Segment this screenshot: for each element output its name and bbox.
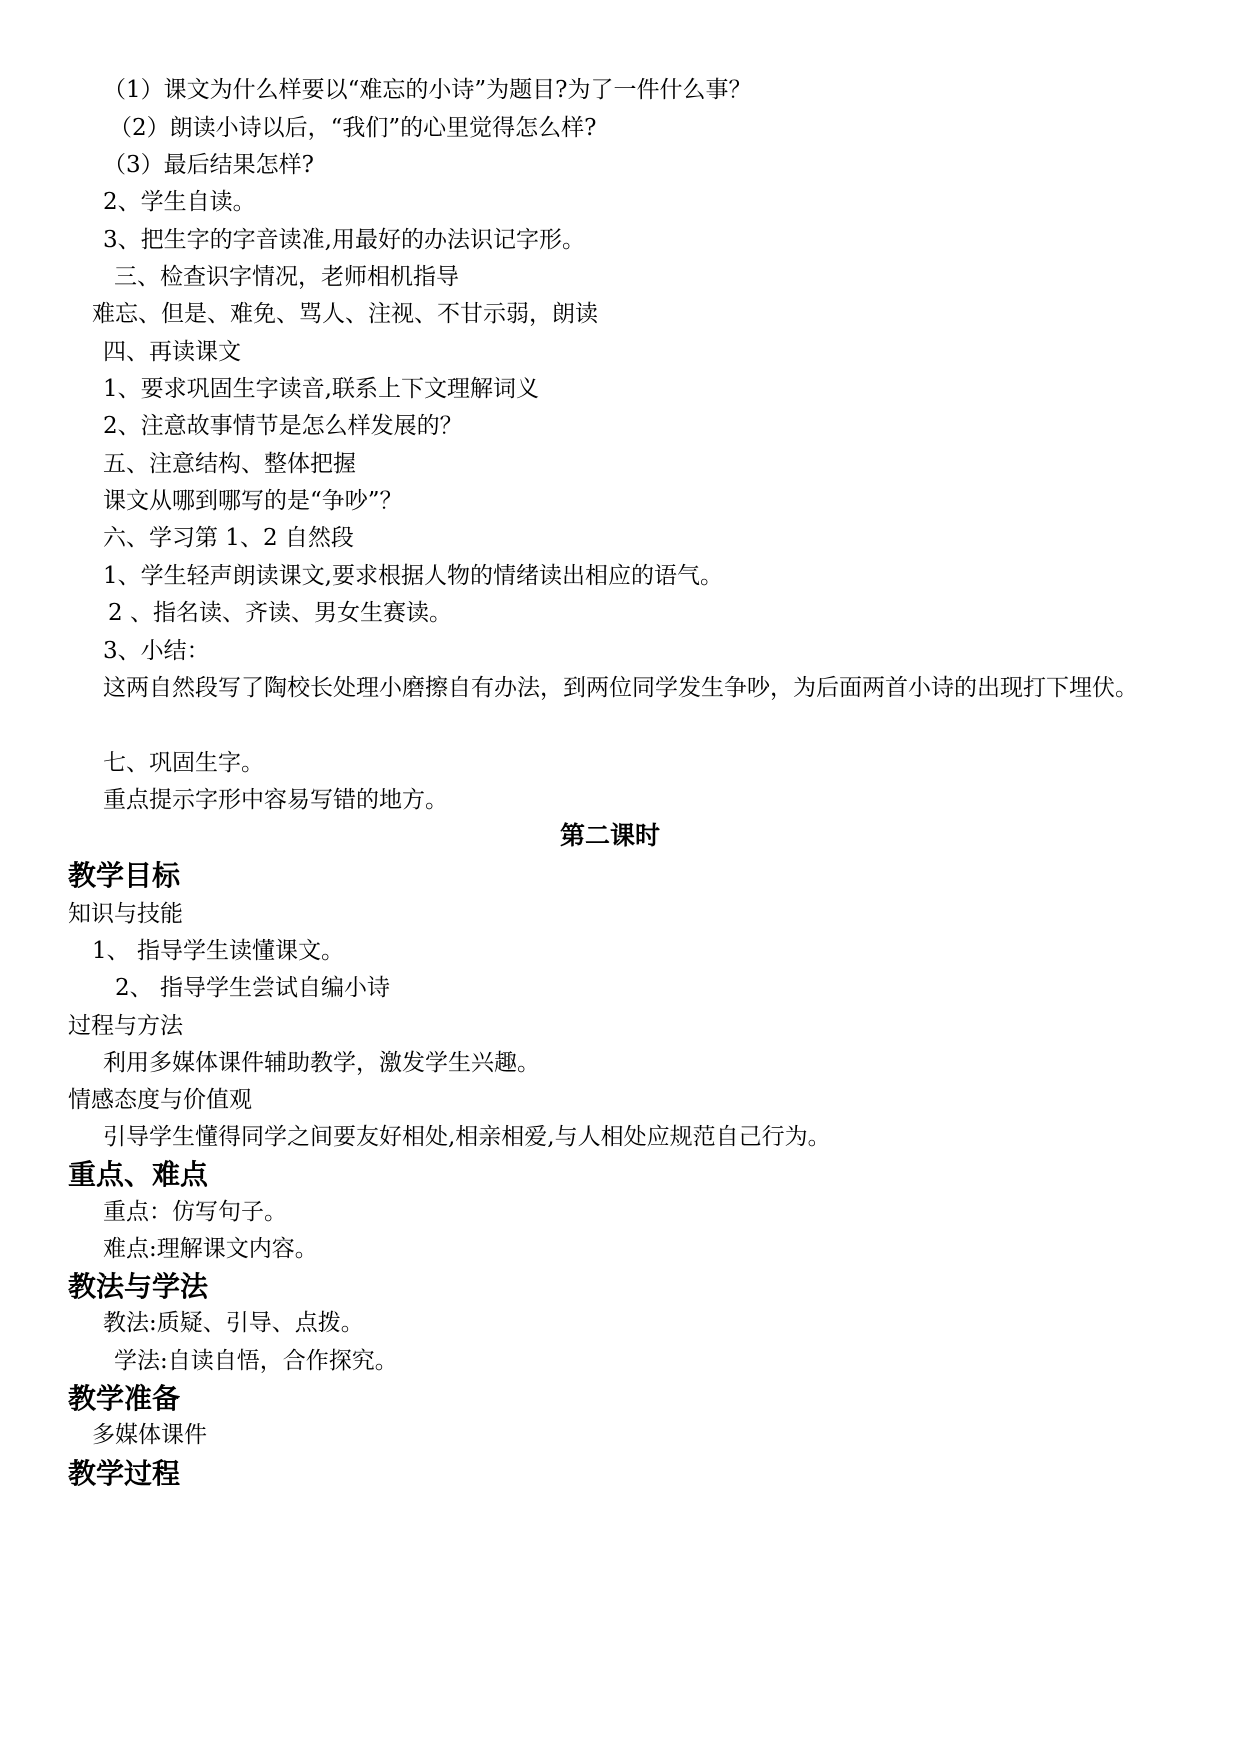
methods-heading: 教法与学法 [68, 1270, 209, 1303]
emotion-text: 引导学生懂得同学之间要友好相处,相亲相爱,与人相处应规范自己行为。 [103, 1124, 831, 1150]
emotion-label: 情感态度与价值观 [68, 1087, 252, 1113]
teach-method: 教法:质疑、引导、点拨。 [103, 1310, 364, 1336]
section-5-heading: 五、注意结构、整体把握 [103, 451, 356, 477]
process-heading: 教学过程 [68, 1457, 181, 1490]
summary-paragraph: 这两自然段写了陶校长处理小磨擦自有办法，到两位同学发生争吵，为后面两首小诗的出现打下埋伏。 [103, 675, 1138, 701]
step-3: 3、把生字的字音读准,用最好的办法识记字形。 [103, 227, 585, 253]
reread-item-1: 1、要求巩固生字读音,联系上下文理解词义 [103, 376, 539, 402]
reread-item-2: 2、注意故事情节是怎么样发展的？ [103, 413, 463, 439]
goals-heading: 教学目标 [68, 859, 181, 892]
process-label: 过程与方法 [68, 1013, 183, 1039]
quarrel-question: 课文从哪到哪写的是“争吵”？ [103, 488, 403, 514]
prep-text: 多媒体课件 [92, 1422, 207, 1448]
section-7-heading: 七、巩固生字。 [103, 750, 264, 776]
key-hint: 重点提示字形中容易写错的地方。 [103, 787, 448, 813]
prep-heading: 教学准备 [68, 1382, 181, 1415]
section-6-heading: 六、学习第 1、2 自然段 [103, 525, 354, 551]
focus-text: 重点：仿写句子。 [103, 1199, 287, 1225]
keypoints-heading: 重点、难点 [68, 1158, 209, 1191]
difficulty-text: 难点:理解课文内容。 [103, 1236, 318, 1262]
section-3-heading: 三、检查识字情况，老师相机指导 [114, 264, 459, 290]
lesson-2-title: 第二课时 [560, 821, 661, 850]
learn-item-2: 2 、指名读、齐读、男女生赛读。 [108, 600, 452, 626]
knowledge-item-1: 1、 指导学生读懂课文。 [92, 938, 344, 964]
question-1: （1）课文为什么样要以“难忘的小诗”为题目?为了一件什么事？ [103, 77, 752, 103]
learn-method: 学法:自读自悟，合作探究。 [114, 1348, 398, 1374]
question-2: （2）朗读小诗以后，“我们”的心里觉得怎么样? [109, 115, 597, 141]
knowledge-item-2: 2、 指导学生尝试自编小诗 [115, 975, 390, 1001]
question-3: （3）最后结果怎样? [103, 152, 314, 178]
process-text: 利用多媒体课件辅助教学，激发学生兴趣。 [103, 1050, 540, 1076]
learn-item-1: 1、学生轻声朗读课文,要求根据人物的情绪读出相应的语气。 [103, 563, 723, 589]
knowledge-label: 知识与技能 [68, 901, 183, 927]
step-2: 2、学生自读。 [103, 189, 256, 215]
vocabulary-list: 难忘、但是、难免、骂人、注视、不甘示弱，朗读 [92, 301, 598, 327]
section-4-heading: 四、再读课文 [103, 339, 241, 365]
learn-item-3: 3、小结： [103, 638, 210, 664]
